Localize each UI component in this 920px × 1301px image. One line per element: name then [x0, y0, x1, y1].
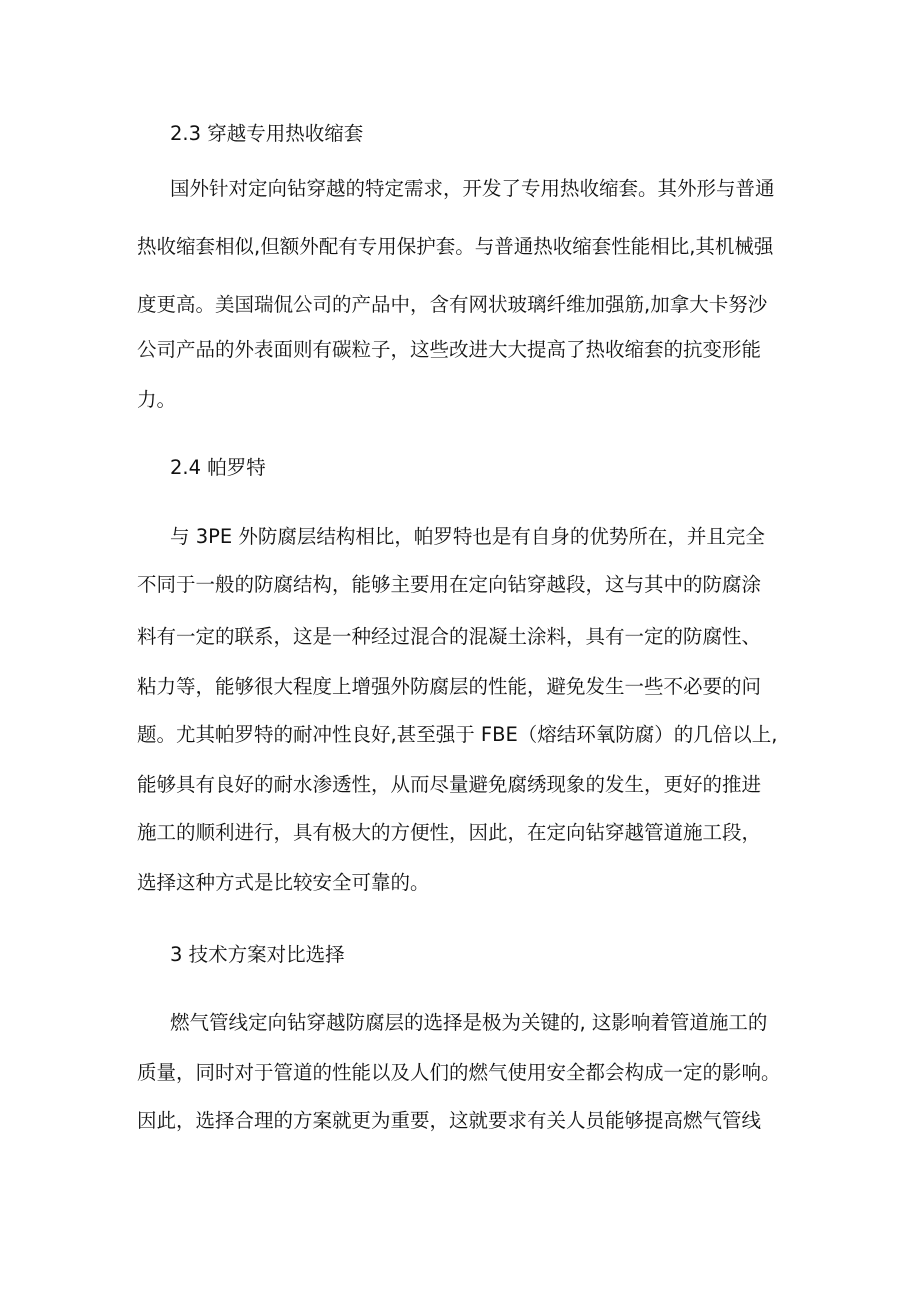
section-heading-2-4: 2.4 帕罗特	[170, 456, 266, 479]
paragraph-line: 选择这种方式是比较安全可靠的。	[137, 871, 430, 894]
paragraph-line: 热收缩套相似,但额外配有专用保护套。与普通热收缩套性能相比,其机械强	[137, 235, 774, 258]
paragraph-line: 度更高。美国瑞侃公司的产品中，含有网状玻璃纤维加强筋,加拿大卡努沙	[137, 293, 768, 316]
paragraph-line: 公司产品的外表面则有碳粒子，这些改进大大提高了热收缩套的抗变形能	[137, 338, 762, 361]
paragraph-line: 施工的顺利进行，具有极大的方便性，因此，在定向钻穿越管道施工段，	[137, 821, 762, 844]
paragraph-line: 不同于一般的防腐结构，能够主要用在定向钻穿越段，这与其中的防腐涂	[137, 573, 762, 596]
paragraph-line: 质量，同时对于管道的性能以及人们的燃气使用安全都会构成一定的影响。	[137, 1061, 781, 1084]
section-heading-2-3: 2.3 穿越专用热收缩套	[170, 122, 364, 145]
paragraph-line: 能够具有良好的耐水渗透性，从而尽量避免腐绣现象的发生，更好的推进	[137, 773, 762, 796]
paragraph-line: 国外针对定向钻穿越的特定需求，开发了专用热收缩套。其外形与普通	[170, 177, 775, 200]
paragraph-line: 题。尤其帕罗特的耐冲性良好,甚至强于 FBE（熔结环氧防腐）的几倍以上,	[137, 723, 778, 746]
section-heading-3: 3 技术方案对比选择	[170, 943, 345, 966]
paragraph-line: 燃气管线定向钻穿越防腐层的选择是极为关键的, 这影响着管道施工的	[170, 1011, 768, 1034]
paragraph-line: 料有一定的联系，这是一种经过混合的混凝土涂料，具有一定的防腐性、	[137, 625, 762, 648]
paragraph-line: 粘力等，能够很大程度上增强外防腐层的性能，避免发生一些不必要的问	[137, 675, 762, 698]
paragraph-line: 因此，选择合理的方案就更为重要，这就要求有关人员能够提高燃气管线	[137, 1109, 762, 1132]
paragraph-line: 与 3PE 外防腐层结构相比，帕罗特也是有自身的优势所在，并且完全	[170, 525, 765, 548]
paragraph-line: 力。	[137, 388, 177, 411]
